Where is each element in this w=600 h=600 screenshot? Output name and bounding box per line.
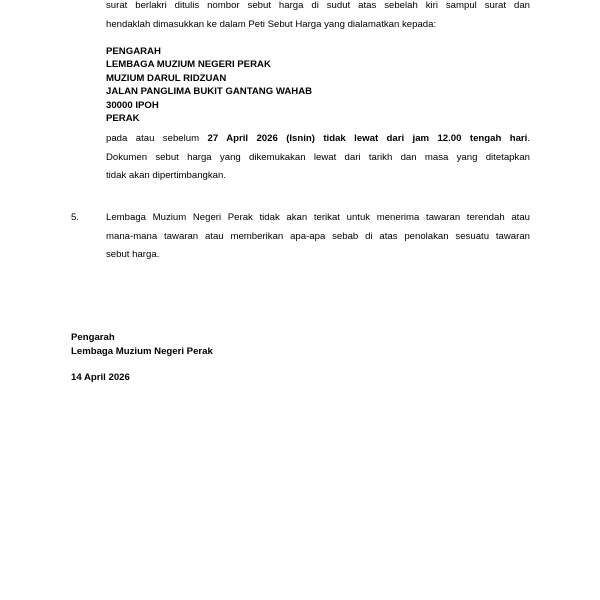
recipient-address	[106, 45, 312, 125]
intro-paragraph	[106, 0, 530, 34]
clause5-line-2: mana-mana tawaran atau memberikan apa-apa sebab di atas penolakan sesuatu tawaran	[106, 230, 530, 242]
deadline-prefix: pada atau sebelum	[106, 133, 208, 144]
signature-date: 14 April 2026	[71, 372, 130, 383]
signature-organisation: Lembaga Muzium Negeri Perak	[71, 346, 213, 357]
intro-line-2: hendaklah dimasukkan ke dalam Peti Sebut Harga yang dialamatkan kepada:	[106, 18, 437, 30]
deadline-line-2: Dokumen sebut harga yang dikemukakan lewat dari tarikh dan masa yang ditetapkan	[106, 151, 530, 163]
signature-title: Pengarah	[71, 332, 115, 343]
clause5-line-3: sebut harga.	[106, 249, 160, 260]
address-line: PERAK	[106, 113, 140, 125]
address-line: LEMBAGA MUZIUM NEGERI PERAK	[106, 59, 271, 71]
deadline-datetime: 27 April 2026 (Isnin) tidak lewat dari jam 12.00 tengah hari	[207, 133, 528, 144]
deadline-paragraph	[106, 130, 530, 186]
deadline-line-3: tidak akan dipertimbangkan.	[106, 170, 226, 181]
deadline-suffix: .	[527, 133, 530, 144]
deadline-line-1	[106, 130, 530, 149]
clause5-paragraph	[106, 209, 530, 265]
clause5-line-1: Lembaga Muzium Negeri Perak tidak akan terikat untuk menerima tawaran terendah atau	[106, 212, 530, 223]
address-line: MUZIUM DARUL RIDZUAN	[106, 72, 227, 84]
address-line: PENGARAH	[106, 46, 161, 57]
intro-line-1: surat berlakri ditulis nombor sebut harga di sudut atas sebelah kiri sampul surat dan	[106, 0, 530, 11]
clause-number: 5.	[71, 212, 80, 223]
address-line: JALAN PANGLIMA BUKIT GANTANG WAHAB	[106, 86, 313, 98]
address-line: 30000 IPOH	[106, 99, 159, 111]
